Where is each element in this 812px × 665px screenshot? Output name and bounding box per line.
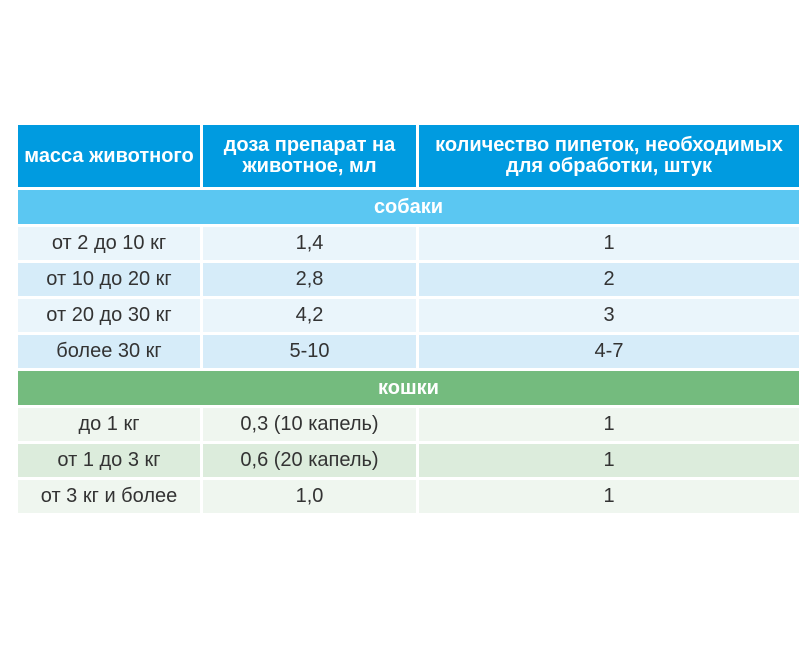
header-pipette-count: количество пипеток, необходимых для обработки, штук [419,125,799,187]
dose-cell: 0,3 (10 капель) [203,408,416,441]
pipette-cell: 3 [419,299,799,332]
section-cats-row [18,371,799,405]
dose-cell: 0,6 (20 капель) [203,444,416,477]
weight-cell: от 1 до 3 кг [18,444,200,477]
table-row [18,299,799,332]
weight-cell: от 2 до 10 кг [18,227,200,260]
section-title-dogs: собаки [18,190,799,224]
weight-cell: от 20 до 30 кг [18,299,200,332]
pipette-cell: 1 [419,444,799,477]
header-animal-weight: масса животного [18,125,200,187]
pipette-cell: 1 [419,480,799,513]
dose-cell: 5-10 [203,335,416,368]
pipette-cell: 4-7 [419,335,799,368]
weight-cell: до 1 кг [18,408,200,441]
pipette-cell: 1 [419,227,799,260]
weight-cell: более 30 кг [18,335,200,368]
dose-cell: 4,2 [203,299,416,332]
pipette-cell: 1 [419,408,799,441]
weight-cell: от 10 до 20 кг [18,263,200,296]
table-row [18,408,799,441]
section-title-cats: кошки [18,371,799,405]
table-row [18,480,799,513]
table-row [18,335,799,368]
table-row [18,263,799,296]
pipette-cell: 2 [419,263,799,296]
table-row [18,444,799,477]
weight-cell: от 3 кг и более [18,480,200,513]
dose-cell: 1,4 [203,227,416,260]
dose-cell: 1,0 [203,480,416,513]
dosage-table [15,122,802,516]
table-header-row [18,125,799,187]
dosage-table-container [18,125,796,513]
table-row [18,227,799,260]
header-dose: доза препарат на животное, мл [203,125,416,187]
section-dogs-row [18,190,799,224]
dose-cell: 2,8 [203,263,416,296]
